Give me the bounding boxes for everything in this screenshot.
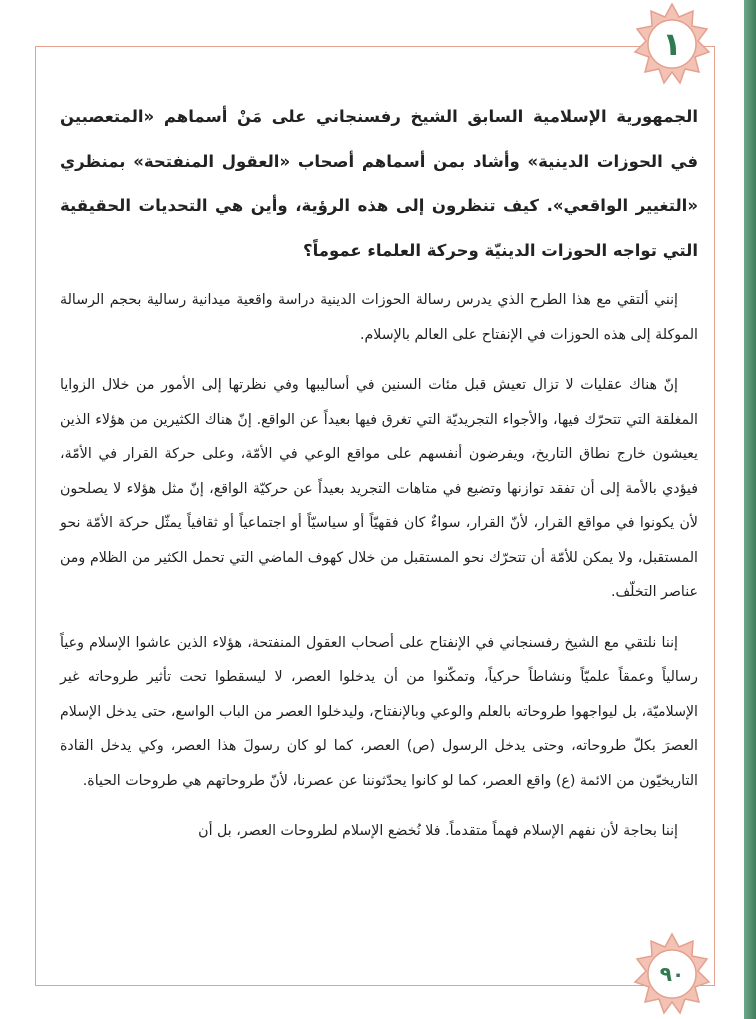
answer-paragraph-2: إنّ هناك عقليات لا تزال تعيش قبل مئات السنين في أساليبها وفي نظرتها إلى الأمور من خلال الزوايا المغلقة التي تتحرّك فيها، والأجواء التجريديّة التي تغرق فيها بعيداً عن الواقع. إنّ هناك الكثيرين من هؤلاء الذين يعيشون خارج نطاق التاريخ، ويفرضون أنفسهم على مواقع الوعي في الأمّة، وعلى حركة القرار في الأمّة، فيؤدي بالأمة إلى أن تفقد توازنها وتضيع في متاهات التجريد بعيداً عن حركيّة الواقع، إنّ مثل هؤلاء لا يصلحون لأن يكونوا في مواقع القرار، لأنّ القرار، سواءٌ كان فقهيّاً أو سياسيّاً أو اجتماعياً أو ثقافياً يمثّل حركة الأمّة نحو المستقبل، ولا يمكن للأمّة أن تتحرّك نحو المستقبل من خلال كهوف الماضي التي تحمل الكثير من الظلام ومن عناصر التخلّف. bbox=[60, 377, 698, 600]
green-page-edge bbox=[744, 0, 756, 1019]
question-text: الجمهورية الإسلامية السابق الشيخ رفسنجاني على مَنْ أسماهم «المتعصبين في الحوزات الدينية» وأشاد بمن أسماهم أصحاب «العقول المنفتحة» بمنظري «التغيير الواقعي». كيف تنظرون إلى هذه الرؤية، وأين هي التحديات الحقيقية التي تواجه الحوزات الدينيّة وحركة العلماء عموماً؟ bbox=[60, 107, 698, 260]
answer-paragraph-3: إننا نلتقي مع الشيخ رفسنجاني في الإنفتاح على أصحاب العقول المنفتحة، هؤلاء الذين عاشوا الإسلام وعياً رسالياً وعمقاً علميّاً ونشاطاً حركياً، وتمكّنوا من أن يدخلوا العصر، لا ليسقطوا تحت تأثير طروحاته غير الإسلاميّة، بل ليواجهوا طروحاته بالعلم والوعي وبالإنفتاح، وليدخلوا العصر من الباب الواسع، حتى يدخل الإسلام العصرَ بكلّ طروحاته، وحتى يدخل الرسول (ص) العصر، كما لو كان رسولَ هذا العصر، وكي يدخل القادة التاريخيّون من الائمة (ع) واقع العصر، كما لو كانوا يحدّثوننا عن عصرنا، لأنّ طروحاتهم هي طروحات الحياة. bbox=[60, 634, 698, 789]
chapter-number-badge bbox=[630, 2, 714, 86]
answer-paragraph-4: إننا بحاجة لأن نفهم الإسلام فهماً متقدماً. فلا نُخضع الإسلام لطروحات العصر، بل أن bbox=[198, 823, 678, 839]
answer-paragraph-1: إنني ألتقي مع هذا الطرح الذي يدرس رسالة الحوزات الدينية دراسة واقعية ميدانية رسالية بحجم الرسالة الموكلة إلى هذه الحوزات في الإنفتاح على العالم بالإسلام. bbox=[60, 292, 698, 343]
page-number-badge bbox=[630, 932, 714, 1016]
page-number: ٩٠ bbox=[659, 962, 685, 986]
chapter-number: ١ bbox=[662, 25, 682, 63]
page-content bbox=[60, 95, 698, 865]
